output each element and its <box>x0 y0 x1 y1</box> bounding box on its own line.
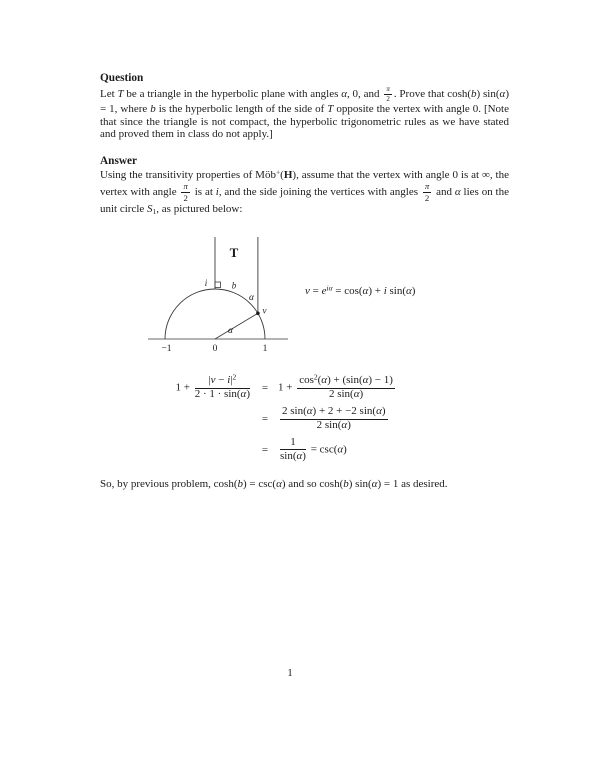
text-block <box>100 72 509 490</box>
label-T: T <box>229 245 239 261</box>
right-angle-marker <box>215 282 221 288</box>
equation-row-2 <box>100 406 509 432</box>
equation-row-1-rhs: 1 + $\frac{\cos^2(\alpha) + (\sin(\alpha) - 1)}{2 \sin(\alpha)}$ <box>278 372 393 401</box>
page-number: 1 <box>287 667 293 679</box>
label-v: v <box>262 305 267 316</box>
label-i: i <box>204 278 208 289</box>
equation-row-3-relation: = <box>261 443 269 456</box>
tick-label-zero: 0 <box>212 344 218 355</box>
answer-paragraph: Using the transitivity properties of Möb+(H), assume that the vertex with angle 0 is at ∞, the vertex with angle $\frac{\pi}{2}$ is at i, and the side joining the vertices with angles $\frac{\pi}{2}$ and α lies on the unit circle $S_1$, as pictured below: <box>100 167 509 217</box>
equation-row-1 <box>100 372 509 401</box>
equation-row-1-relation: = <box>261 382 269 395</box>
question-paragraph: Let T be a triangle in the hyperbolic plane with angles α, 0, and $\frac{\pi}{2}$ . Prove that cosh(b) sin(α) = 1, where b is the hyperbolic length of the side of T opposite the vertex with angle 0. [Note that since the triangle is not compact, the hyperbolic trigonometric rules as we have stated and proved them in class do not apply.] <box>100 85 509 141</box>
figure-svg <box>140 233 300 357</box>
hyperbolic-triangle-figure <box>100 233 509 359</box>
equation-row-3-rhs: $\frac{1}{\sin(\alpha)}$ = csc(α) <box>280 435 347 462</box>
point-v-dot <box>256 312 260 316</box>
label-b: b <box>231 280 237 291</box>
equation-row-2-relation: = <box>261 413 269 426</box>
label-alpha-origin: α <box>228 326 233 337</box>
equation-row-1-lhs: 1 + $\frac{|v - i|^2}{2 \cdot 1 \cdot \sin(\alpha)}$ <box>175 372 250 401</box>
equation-block <box>100 372 509 462</box>
equation-row-2-rhs: $\frac{2 \sin(\alpha) + 2 + -2 \sin(\alpha)}{2 \sin(\alpha)}$ <box>282 405 386 432</box>
answer-heading: Answer <box>100 155 138 168</box>
equation-row-3 <box>100 437 509 463</box>
v-equation: $v = e^{i\alpha} = \cos(\alpha) + i$ sin(α) <box>305 283 416 298</box>
radius-line <box>215 314 258 340</box>
tick-label-neg1: −1 <box>161 344 172 355</box>
tick-label-one: 1 <box>262 344 268 355</box>
closing-paragraph: So, by previous problem, cosh(b) = csc(α) and so cosh(b) sin(α) = 1 as desired. <box>100 477 448 490</box>
label-alpha-vertex: α <box>249 293 254 304</box>
question-heading: Question <box>100 72 144 84</box>
